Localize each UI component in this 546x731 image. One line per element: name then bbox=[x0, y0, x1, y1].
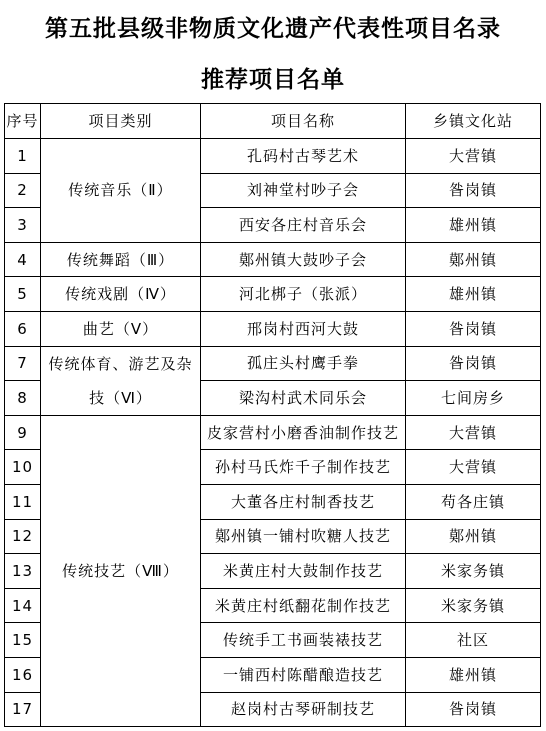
row-project-name: 米黄庄村纸翻花制作技艺 bbox=[201, 588, 406, 623]
row-project-name: 西安各庄村音乐会 bbox=[201, 208, 406, 243]
row-seq: 13 bbox=[5, 554, 41, 589]
row-project-name: 传统手工书画装裱技艺 bbox=[201, 623, 406, 658]
row-station: 苟各庄镇 bbox=[406, 484, 541, 519]
row-station: 七间房乡 bbox=[406, 381, 541, 416]
row-station: 大营镇 bbox=[406, 415, 541, 450]
row-project-name: 赵岗村古琴研制技艺 bbox=[201, 692, 406, 727]
row-project-name: 鄚州镇一铺村吹糖人技艺 bbox=[201, 519, 406, 554]
row-project-name: 孙村马氏炸千子制作技艺 bbox=[201, 450, 406, 485]
row-station: 昝岗镇 bbox=[406, 311, 541, 346]
row-project-name: 皮家营村小磨香油制作技艺 bbox=[201, 415, 406, 450]
row-station: 雄州镇 bbox=[406, 657, 541, 692]
table-row bbox=[5, 415, 541, 450]
row-project-name: 梁沟村武术同乐会 bbox=[201, 381, 406, 416]
row-seq: 16 bbox=[5, 657, 41, 692]
row-station: 昝岗镇 bbox=[406, 173, 541, 208]
row-seq: 11 bbox=[5, 484, 41, 519]
row-station: 鄚州镇 bbox=[406, 519, 541, 554]
row-station: 鄚州镇 bbox=[406, 242, 541, 277]
table-row bbox=[5, 139, 541, 174]
row-seq: 12 bbox=[5, 519, 41, 554]
row-seq: 17 bbox=[5, 692, 41, 727]
table-row bbox=[5, 277, 541, 312]
row-seq: 3 bbox=[5, 208, 41, 243]
row-station: 米家务镇 bbox=[406, 554, 541, 589]
row-project-name: 刘神堂村吵子会 bbox=[201, 173, 406, 208]
row-seq: 1 bbox=[5, 139, 41, 174]
table-row bbox=[5, 311, 541, 346]
table-row bbox=[5, 242, 541, 277]
row-seq: 9 bbox=[5, 415, 41, 450]
category-cell: 曲艺（Ⅴ） bbox=[41, 311, 201, 346]
row-station: 大营镇 bbox=[406, 450, 541, 485]
row-project-name: 孔码村古琴艺术 bbox=[201, 139, 406, 174]
row-station: 雄州镇 bbox=[406, 208, 541, 243]
row-seq: 15 bbox=[5, 623, 41, 658]
row-seq: 6 bbox=[5, 311, 41, 346]
category-cell: 传统音乐（Ⅱ） bbox=[41, 139, 201, 243]
row-project-name: 米黄庄村大鼓制作技艺 bbox=[201, 554, 406, 589]
project-list-table bbox=[4, 103, 541, 727]
row-station: 大营镇 bbox=[406, 139, 541, 174]
row-seq: 5 bbox=[5, 277, 41, 312]
row-station: 社区 bbox=[406, 623, 541, 658]
category-cell: 传统技艺（Ⅷ） bbox=[41, 415, 201, 726]
row-seq: 14 bbox=[5, 588, 41, 623]
row-seq: 10 bbox=[5, 450, 41, 485]
row-seq: 4 bbox=[5, 242, 41, 277]
row-project-name: 孤庄头村鹰手拳 bbox=[201, 346, 406, 381]
category-cell: 传统体育、游艺及杂技（Ⅵ） bbox=[41, 346, 201, 415]
row-station: 米家务镇 bbox=[406, 588, 541, 623]
header-station: 乡镇文化站 bbox=[406, 104, 541, 139]
header-name: 项目名称 bbox=[201, 104, 406, 139]
table-header-row bbox=[5, 104, 541, 139]
category-cell: 传统戏剧（Ⅳ） bbox=[41, 277, 201, 312]
row-project-name: 邢岗村西河大鼓 bbox=[201, 311, 406, 346]
document-subtitle: 推荐项目名单 bbox=[201, 66, 345, 93]
row-seq: 8 bbox=[5, 381, 41, 416]
row-project-name: 河北梆子（张派） bbox=[201, 277, 406, 312]
row-station: 昝岗镇 bbox=[406, 346, 541, 381]
row-station: 昝岗镇 bbox=[406, 692, 541, 727]
table-row bbox=[5, 346, 541, 381]
row-project-name: 鄚州镇大鼓吵子会 bbox=[201, 242, 406, 277]
row-project-name: 大董各庄村制香技艺 bbox=[201, 484, 406, 519]
row-station: 雄州镇 bbox=[406, 277, 541, 312]
document-title: 第五批县级非物质文化遗产代表性项目名录 bbox=[45, 15, 501, 42]
header-seq: 序号 bbox=[5, 104, 41, 139]
header-category: 项目类别 bbox=[41, 104, 201, 139]
row-project-name: 一铺西村陈醋酿造技艺 bbox=[201, 657, 406, 692]
category-cell: 传统舞蹈（Ⅲ） bbox=[41, 242, 201, 277]
row-seq: 2 bbox=[5, 173, 41, 208]
row-seq: 7 bbox=[5, 346, 41, 381]
